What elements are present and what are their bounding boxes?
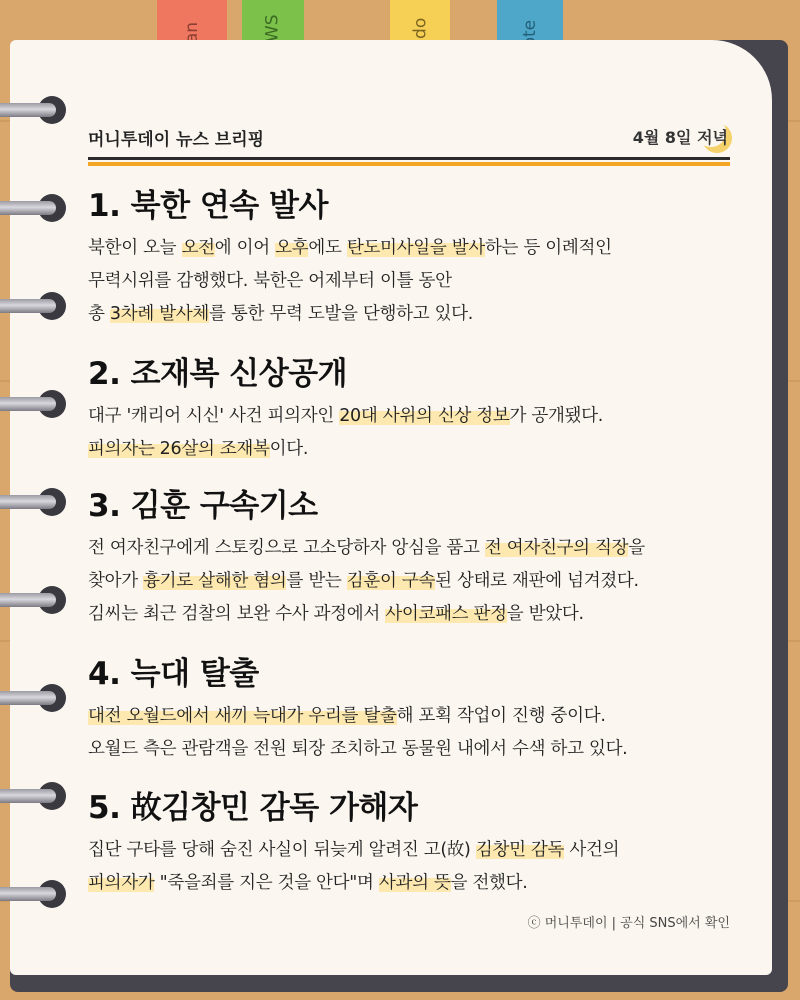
spiral-ring <box>0 688 74 710</box>
body-line <box>88 733 748 766</box>
body-text: 집단 구타를 당해 숨진 사실이 뒤늦게 알려진 고(故) <box>88 840 476 860</box>
highlighted-text: 사이코패스 판정 <box>385 604 507 624</box>
body-line <box>88 598 748 631</box>
news-section <box>88 654 748 766</box>
highlighted-text: 20대 사위의 신상 정보 <box>339 406 510 426</box>
body-text: 총 <box>88 304 110 324</box>
body-text: 가 공개됐다. <box>509 406 604 426</box>
section-body <box>88 400 748 466</box>
body-text: 하는 등 이례적인 <box>484 238 612 258</box>
spiral-ring <box>0 394 74 416</box>
spiral-ring <box>0 884 74 906</box>
body-text: 무력시위를 감행했다. 북한은 어제부터 이틀 동안 <box>88 271 452 291</box>
news-section <box>88 186 748 331</box>
spiral-ring <box>0 100 74 122</box>
body-text: 을 전했다. <box>450 873 528 893</box>
spiral-ring <box>0 492 74 514</box>
news-section <box>88 788 748 900</box>
body-line <box>88 565 748 598</box>
body-line <box>88 265 748 298</box>
brand-title: 머니투데이 뉴스 브리핑 <box>88 130 265 150</box>
body-line <box>88 433 748 466</box>
section-title: 4. 늑대 탈출 <box>88 656 259 692</box>
header-divider <box>88 157 730 160</box>
body-text: 해 포획 작업이 진행 중이다. <box>396 706 606 726</box>
copyright-footer: ⓒ 머니투데이 | 공식 SNS에서 확인 <box>527 916 730 931</box>
body-text: 찾아가 <box>88 571 144 591</box>
highlighted-text: 김훈이 구속 <box>346 571 436 591</box>
body-text: 북한이 오늘 <box>88 238 182 258</box>
body-text: 사건의 <box>564 840 620 860</box>
body-text: 된 상태로 재판에 넘겨졌다. <box>435 571 639 591</box>
news-section <box>88 354 748 466</box>
body-line <box>88 867 748 900</box>
section-body <box>88 532 748 631</box>
section-body <box>88 700 748 766</box>
body-text: 대구 '캐리어 시신' 사건 피의자인 <box>88 406 340 426</box>
spiral-ring <box>0 198 74 220</box>
highlighted-text: 피의자는 26살의 조재복 <box>88 439 270 459</box>
spiral-ring <box>0 296 74 318</box>
body-text: 를 통한 무력 도발을 단행하고 있다. <box>209 304 474 324</box>
section-title: 3. 김훈 구속기소 <box>88 488 318 524</box>
section-body <box>88 834 748 900</box>
body-text: 김씨는 최근 검찰의 보완 수사 과정에서 <box>88 604 386 624</box>
section-title: 1. 북한 연속 발사 <box>88 188 328 224</box>
spiral-ring <box>0 590 74 612</box>
news-section <box>88 486 748 631</box>
highlighted-text: 김창민 감독 <box>475 840 565 860</box>
body-text: 오월드 측은 관람객을 전원 퇴장 조치하고 동물원 내에서 수색 하고 있다. <box>88 739 628 759</box>
section-body <box>88 232 748 331</box>
briefing-date: 4월 8일 저녁 <box>632 128 728 147</box>
section-title: 2. 조재복 신상공개 <box>88 356 348 392</box>
body-text: 에 이어 <box>214 238 276 258</box>
highlighted-text: 탄도미사일을 발사 <box>346 238 485 258</box>
body-line <box>88 298 748 331</box>
header-accent-line <box>88 162 730 166</box>
body-text: 을 받았다. <box>506 604 584 624</box>
highlighted-text: 전 여자친구의 직장 <box>484 538 629 558</box>
spiral-ring <box>0 786 74 808</box>
body-text: 에도 <box>308 238 347 258</box>
highlighted-text: 대전 오월드에서 새끼 늑대가 우리를 탈출 <box>88 706 397 726</box>
body-line <box>88 834 748 867</box>
highlighted-text: 오전 <box>181 238 215 258</box>
body-line <box>88 700 748 733</box>
highlighted-text: 오후 <box>275 238 309 258</box>
body-line <box>88 232 748 265</box>
body-line <box>88 532 748 565</box>
highlighted-text: 피의자가 <box>88 873 155 893</box>
highlighted-text: 3차례 발사체 <box>109 304 209 324</box>
body-text: 전 여자친구에게 스토킹으로 고소당하자 앙심을 품고 <box>88 538 485 558</box>
body-line <box>88 400 748 433</box>
highlighted-text: 사과의 뜻 <box>378 873 451 893</box>
body-text: 를 받는 <box>286 571 347 591</box>
body-text: 이다. <box>269 439 309 459</box>
section-title: 5. 故김창민 감독 가해자 <box>88 790 418 826</box>
body-text: 을 <box>628 538 645 558</box>
body-text: "죽을죄를 지은 것을 안다"며 <box>154 873 379 893</box>
highlighted-text: 흉기로 살해한 혐의 <box>143 571 287 591</box>
